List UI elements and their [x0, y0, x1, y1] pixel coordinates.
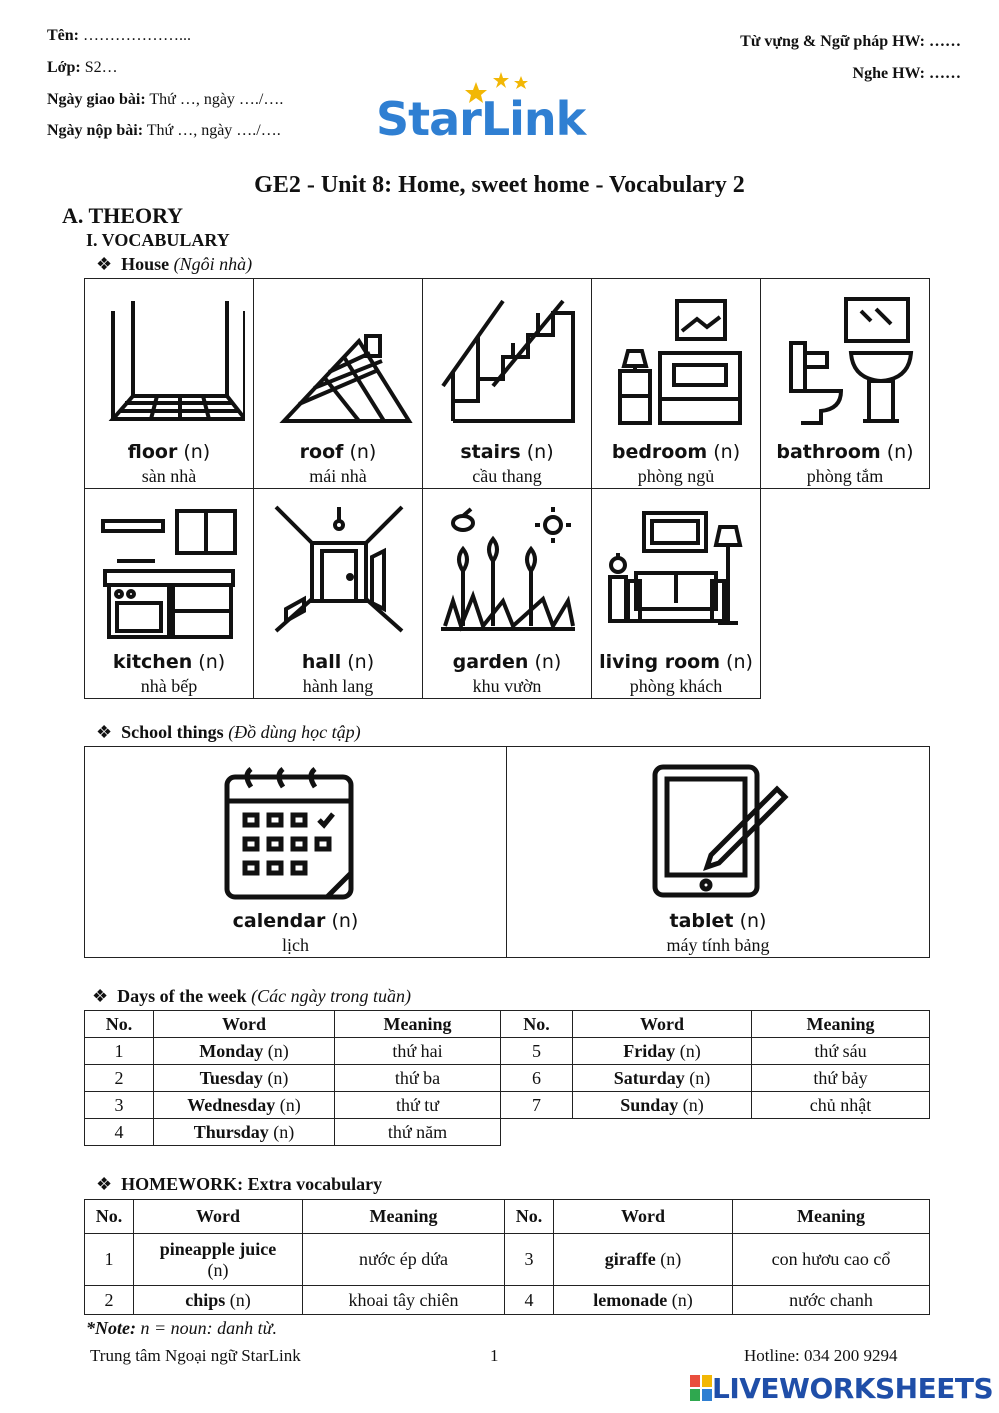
meaning-bathroom: phòng tắm — [806, 466, 884, 486]
calendar-icon — [223, 763, 363, 908]
vocab-card-tablet: tablet (n) máy tính bảng — [506, 746, 930, 958]
meaning-calendar: lịch — [282, 935, 309, 955]
col-header: Meaning — [733, 1200, 930, 1234]
word-stairs: stairs — [460, 441, 521, 463]
vocab-card-hall: hall (n) hành lang — [253, 488, 423, 699]
hall-icon — [264, 499, 414, 639]
logo-text: StarLink — [376, 92, 586, 146]
table-row: 2 chips (n) khoai tây chiên 4 lemonade (n) nước chanh — [85, 1286, 930, 1315]
word-calendar: calendar — [232, 910, 326, 932]
vocab-card-living-room: living room (n) phòng khách — [591, 488, 761, 699]
meaning-floor: sàn nhà — [141, 466, 197, 486]
due-date-line: Ngày nộp bài: Thứ …, ngày …./…. — [47, 122, 281, 139]
table-row: 6 Saturday (n) thứ bảy — [501, 1065, 930, 1092]
class-line: Lớp: S2… — [47, 59, 118, 76]
section-i-heading: I. VOCABULARY — [86, 230, 230, 250]
stairs-icon — [433, 291, 583, 431]
bedroom-icon — [602, 291, 752, 431]
meaning-garden: khu vườn — [472, 676, 542, 696]
tablet-icon — [649, 763, 789, 908]
section-a-heading: A. THEORY — [62, 203, 184, 228]
word-roof: roof — [299, 441, 344, 463]
bathroom-icon — [771, 291, 921, 431]
days-table-left — [84, 1010, 501, 1146]
vocab-card-roof: roof (n) mái nhà — [253, 278, 423, 489]
name-line: Tên: ………………... — [47, 27, 191, 44]
meaning-kitchen: nhà bếp — [140, 676, 198, 696]
floor-icon — [95, 291, 245, 431]
table-row: 1 Monday (n) thứ hai — [85, 1038, 501, 1065]
liveworksheets-logo-icon — [690, 1375, 712, 1401]
col-header: Word — [134, 1200, 303, 1234]
vocab-card-garden: garden (n) khu vườn — [422, 488, 592, 699]
word-bathroom: bathroom — [776, 441, 881, 463]
page-number: 1 — [490, 1346, 499, 1365]
table-row: 2 Tuesday (n) thứ ba — [85, 1065, 501, 1092]
vocab-card-stairs: stairs (n) cầu thang — [422, 278, 592, 489]
homework-heading: ❖ HOMEWORK: Extra vocabulary — [96, 1174, 383, 1194]
bullet-icon: ❖ — [96, 722, 113, 742]
garden-icon — [433, 501, 583, 641]
col-header: Meaning — [303, 1200, 505, 1234]
vocab-card-calendar: calendar (n) lịch — [84, 746, 507, 958]
page-title: GE2 - Unit 8: Home, sweet home - Vocabulary 2 — [254, 172, 745, 198]
word-bedroom: bedroom — [611, 441, 708, 463]
table-row: 4 Thursday (n) thứ năm — [85, 1119, 501, 1146]
bullet-icon: ❖ — [92, 986, 109, 1006]
table-row: 5 Friday (n) thứ sáu — [501, 1038, 930, 1065]
word-kitchen: kitchen — [112, 651, 193, 673]
col-header: Meaning — [335, 1011, 501, 1038]
footer-center: Trung tâm Ngoại ngữ StarLink — [90, 1346, 301, 1365]
meaning-hall: hành lang — [302, 676, 374, 696]
assign-date-line: Ngày giao bài: Thứ …, ngày …./…. — [47, 91, 284, 108]
table-row: 1 pineapple juice (n) nước ép dứa 3 giraffe (n) con hươu cao cổ — [85, 1234, 930, 1286]
vocab-card-kitchen: kitchen (n) nhà bếp — [84, 488, 254, 699]
kitchen-icon — [95, 503, 245, 643]
vocab-card-bathroom: bathroom (n) phòng tắm — [760, 278, 930, 489]
word-tablet: tablet — [669, 910, 734, 932]
days-heading: ❖ Days of the week (Các ngày trong tuần) — [92, 986, 411, 1006]
col-header: No. — [85, 1200, 134, 1234]
homework-table — [84, 1199, 930, 1315]
listen-hw: Nghe HW: …… — [852, 65, 961, 82]
col-header: Meaning — [752, 1011, 930, 1038]
word-floor: floor — [127, 441, 178, 463]
bullet-icon: ❖ — [96, 254, 113, 274]
col-header: Word — [154, 1011, 335, 1038]
roof-icon — [264, 291, 414, 431]
starlink-logo — [376, 70, 626, 150]
table-row: 3 Wednesday (n) thứ tư — [85, 1092, 501, 1119]
living-room-icon — [602, 503, 752, 643]
meaning-roof: mái nhà — [309, 466, 367, 486]
meaning-living-room: phòng khách — [629, 676, 723, 696]
table-row: 7 Sunday (n) chủ nhật — [501, 1092, 930, 1119]
meaning-stairs: cầu thang — [472, 466, 542, 486]
note: *Note: n = noun: danh từ. — [86, 1318, 277, 1338]
col-header: No. — [501, 1011, 573, 1038]
col-header: Word — [573, 1011, 752, 1038]
word-living-room: living room — [599, 651, 721, 673]
word-garden: garden — [452, 651, 529, 673]
col-header: Word — [554, 1200, 733, 1234]
days-table-right — [500, 1010, 930, 1119]
meaning-tablet: máy tính bảng — [666, 935, 770, 955]
col-header: No. — [85, 1011, 154, 1038]
school-heading: ❖ School things (Đồ dùng học tập) — [96, 722, 361, 742]
house-heading: ❖ House (Ngôi nhà) — [96, 254, 253, 274]
vocab-card-bedroom: bedroom (n) phòng ngủ — [591, 278, 761, 489]
liveworksheets-watermark: LIVEWORKSHEETS — [690, 1372, 993, 1405]
hotline: Hotline: 034 200 9294 — [744, 1346, 898, 1365]
col-header: No. — [505, 1200, 554, 1234]
word-hall: hall — [301, 651, 342, 673]
vocab-card-floor: floor (n) sàn nhà — [84, 278, 254, 489]
vocab-hw: Từ vựng & Ngữ pháp HW: …… — [740, 33, 961, 50]
bullet-icon: ❖ — [96, 1174, 113, 1194]
meaning-bedroom: phòng ngủ — [637, 466, 715, 486]
